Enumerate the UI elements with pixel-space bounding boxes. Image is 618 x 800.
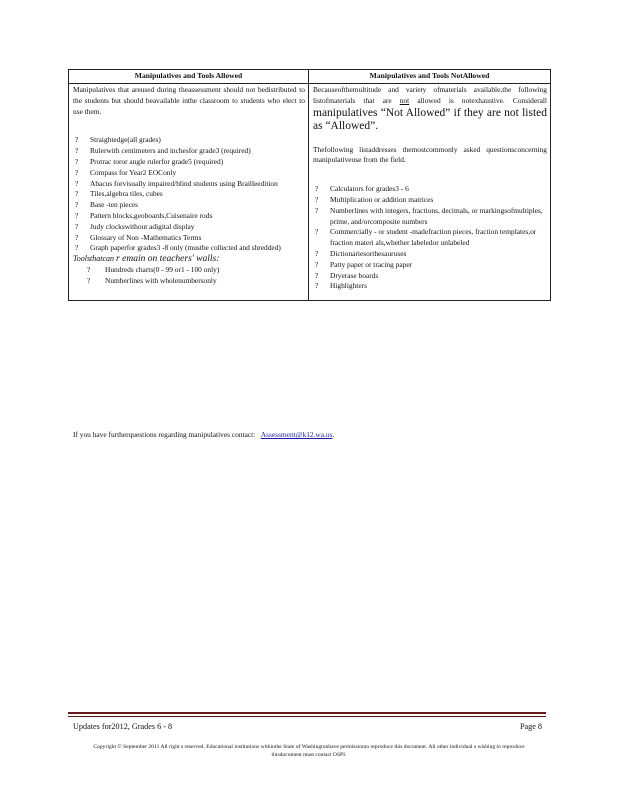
allowed-list-item-text: Tiles,algebra tiles, cubes [90, 189, 163, 199]
not-allowed-list-item-text: Commercially - or student -madefraction pieces, fraction templates,or fraction materi als,whether labeledor unlabeled [330, 227, 537, 248]
faq-intro: Thefollowing listaddresses themostcommonly asked questionsconcerning manipulativeuse from the field. [313, 144, 547, 165]
allowed-list-item [73, 243, 305, 254]
table-header-row [69, 70, 551, 84]
bullet-glyph: ? [87, 275, 91, 285]
bullet-glyph: ? [75, 189, 79, 199]
allowed-list-item [73, 168, 305, 179]
allowed-list-item-text: Rulerwith centimeters and inchesfor grade3 (required) [90, 146, 251, 156]
allowed-list-item [73, 222, 305, 233]
allowed-list-item-text: Protrac toror angle rulerfor grade5 (required) [90, 156, 224, 166]
not-allowed-list-item-text: Multiplication or addition matrices [330, 194, 434, 204]
table-body-row [69, 84, 551, 301]
allowed-list-item-text: Glossary of Non -Mathematics Terms [90, 232, 202, 242]
allowed-list-item [73, 189, 305, 200]
allowed-list-item-text: Straightedge(all grades) [90, 135, 161, 145]
wall-tools-item-text: Hundreds charts(0 - 99 or1 - 100 only) [105, 264, 220, 274]
not-allowed-list-item-text: Patty paper or tracing paper [330, 259, 413, 269]
not-allowed-emphasis: manipulatives “Not Allowed” if they are not listed as “Allowed”. [313, 106, 547, 132]
bullet-glyph: ? [315, 281, 319, 291]
not-allowed-list-item-text: Numberlines with integers, fractions, decimals, or markingsofmultiples, prime, and/orcomposite numbers [330, 205, 543, 226]
not-allowed-list-item [313, 271, 547, 282]
allowed-list-item-text: Abacus forvisually impaired/blind students using Brailleedition [90, 178, 278, 188]
allowed-list-item [73, 135, 305, 146]
allowed-list-item [73, 179, 305, 190]
manipulatives-table [68, 69, 551, 301]
bullet-glyph: ? [315, 248, 319, 258]
not-allowed-list-item [313, 184, 547, 195]
allowed-list-item [73, 211, 305, 222]
bullet-glyph: ? [315, 270, 319, 280]
bullet-glyph: ? [75, 221, 79, 231]
not-allowed-list-item [313, 206, 547, 228]
contact-end: . [332, 430, 335, 439]
wall-tools-heading [73, 254, 305, 265]
not-allowed-list-item-text: Dryerase boards [330, 270, 379, 280]
wall-tools-rest: r emain on teachers' walls: [116, 254, 220, 265]
not-allowed-list-item [313, 195, 547, 206]
wall-tools-list [73, 265, 305, 287]
contact-text: If you have furtherquestions regarding manipulatives contact: [73, 430, 256, 439]
footer-copyright: Copyright © September 2011 All right s reserved. Educational institutions withinthe State of Washingtonhave permissionto reproduce this document. All other individual s wishing to reproduce thisdocument must contact OSPI. [93, 744, 525, 758]
bullet-glyph: ? [315, 194, 319, 204]
allowed-list-item [73, 157, 305, 168]
not-allowed-list-item-text: Highlighters [330, 281, 367, 291]
wall-tools-item [85, 276, 305, 287]
footer-rule-thick [68, 712, 546, 714]
bullet-glyph: ? [75, 200, 79, 210]
allowed-cell [69, 84, 309, 301]
allowed-list-item [73, 233, 305, 244]
allowed-list [73, 135, 305, 254]
bullet-glyph: ? [75, 232, 79, 242]
allowed-list-item [73, 200, 305, 211]
wall-tools-item [85, 265, 305, 276]
bullet-glyph: ? [75, 167, 79, 177]
not-allowed-list-item [313, 227, 547, 249]
allowed-list-item [73, 146, 305, 157]
bullet-glyph: ? [75, 243, 79, 253]
bullet-glyph: ? [315, 184, 319, 194]
allowed-list-item-text: Graph paperfor grades3 -8 only (mustbe collected and shredded) [90, 243, 281, 253]
contact-line [73, 430, 334, 439]
allowed-list-item-text: Compass for Year2 EOConly [90, 167, 177, 177]
not-underlined: not [399, 95, 410, 105]
wall-tools-prefix: Toolsthatcan [73, 254, 115, 264]
allowed-list-item-text: Pattern blocks,geoboards,Cuisenaire rods [90, 210, 213, 220]
bullet-glyph: ? [75, 210, 79, 220]
not-allowed-intro-part1: Becauseofthemultitude and variety ofmaterials available,the following listofmaterials that are [313, 85, 547, 105]
not-allowed-list-item [313, 249, 547, 260]
allowed-list-item-text: Judy clockswithout adigital display [90, 221, 195, 231]
bullet-glyph: ? [75, 146, 79, 156]
not-allowed-list-item [313, 281, 547, 292]
bullet-glyph: ? [87, 264, 91, 274]
bullet-glyph: ? [315, 205, 319, 215]
bullet-glyph: ? [75, 135, 79, 145]
footer-updates: Updates for2012, Grades 6 - 8 [73, 722, 173, 731]
bullet-glyph: ? [315, 259, 319, 269]
not-allowed-list [313, 184, 547, 292]
bullet-glyph: ? [75, 156, 79, 166]
not-allowed-intro-part2: allowed is notexhaustive. Considerall [417, 95, 547, 105]
bullet-glyph: ? [315, 227, 319, 237]
wall-tools-item-text: Numberlines with wholenumbersonly [105, 275, 217, 285]
allowed-column-header: Manipulatives and Tools Allowed [69, 70, 309, 84]
allowed-intro: Manipulatives that areused during theassessment should not bedistributed to the students but should beavailable inthe classroom to students who elect to use them. [73, 85, 305, 116]
contact-email-link[interactable]: Assessment@k12.wa.us [260, 430, 333, 439]
footer-rule-thin [68, 716, 546, 717]
not-allowed-list-item-text: Dictionariesorthesauruses [330, 248, 407, 258]
not-allowed-column-header: Manipulatives and Tools NotAllowed [309, 70, 551, 84]
footer-page-number: Page 8 [519, 722, 542, 731]
not-allowed-intro [313, 85, 547, 133]
allowed-list-item-text: Base -ten pieces [90, 200, 139, 210]
not-allowed-cell [309, 84, 551, 301]
not-allowed-list-item-text: Calculators for grades3 - 6 [330, 184, 409, 194]
not-allowed-list-item [313, 260, 547, 271]
bullet-glyph: ? [75, 178, 79, 188]
